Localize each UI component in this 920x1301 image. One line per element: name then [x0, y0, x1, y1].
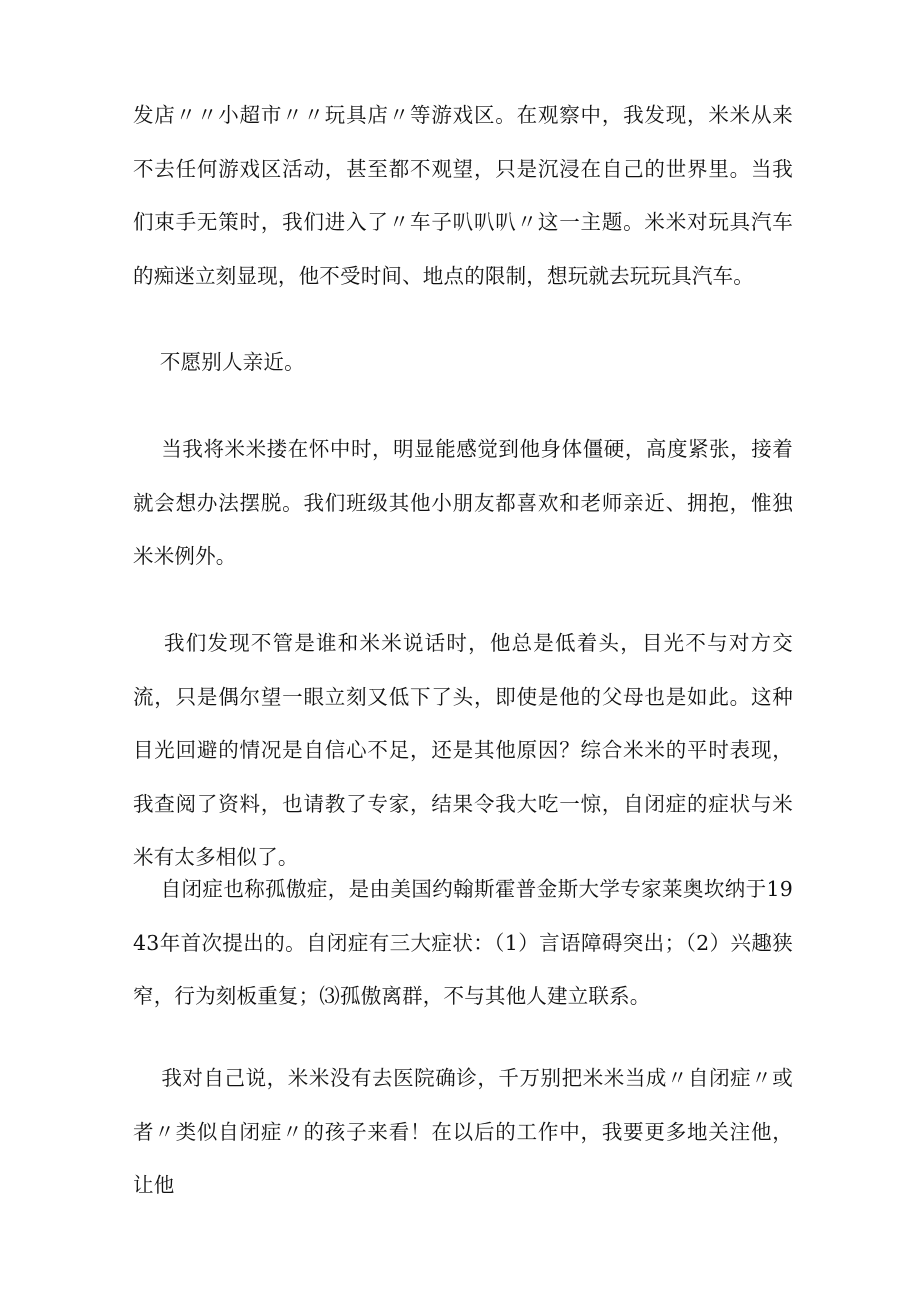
- paragraph-play-areas: 发店〃〃小超市〃〃玩具店〃等游戏区。在观察中，我发现，米米从来不去任何游戏区活动，甚至都不观望，只是沉浸在自己的世界里。当我们束手无策时，我们进入了〃车子叭叭叭〃这一主题。米米对玩具汽车的痴迷立刻显现，他不受时间、地点的限制，想玩就去玩玩具汽车。: [133, 103, 793, 288]
- paragraph-eye-contact: 我们发现不管是谁和米米说话时，他总是低着头，目光不与对方交流，只是偶尔望一眼立刻又低下了头，即使是他的父母也是如此。这种目光回避的情况是自信心不足，还是其他原因？综合米米的平时表现，我查阅了资料，也请教了专家，结果令我大吃一惊，自闭症的症状与米米有太多相似了。: [133, 631, 793, 869]
- paragraph-autism-definition: 自闭症也称孤傲症，是由美国约翰斯霍普金斯大学专家莱奥坎纳于1943年首次提出的。自闭症有三大症状：（1）言语障碍突出；（2）兴趣狭窄，行为刻板重复；⑶孤傲离群，不与其他人建立联系。: [133, 877, 793, 1008]
- paragraph-hug-reaction: 当我将米米搂在怀中时，明显能感觉到他身体僵硬，高度紧张，接着就会想办法摆脱。我们班级其他小朋友都喜欢和老师亲近、拥抱，惟独米米例外。: [133, 437, 793, 568]
- paragraph-self-reflection: 我对自己说，米米没有去医院确诊，千万别把米米当成〃自闭症〃或者〃类似自闭症〃的孩子来看！在以后的工作中，我要更多地关注他，让他: [133, 1066, 793, 1197]
- paragraph-not-close-heading: 不愿别人亲近。: [133, 350, 305, 374]
